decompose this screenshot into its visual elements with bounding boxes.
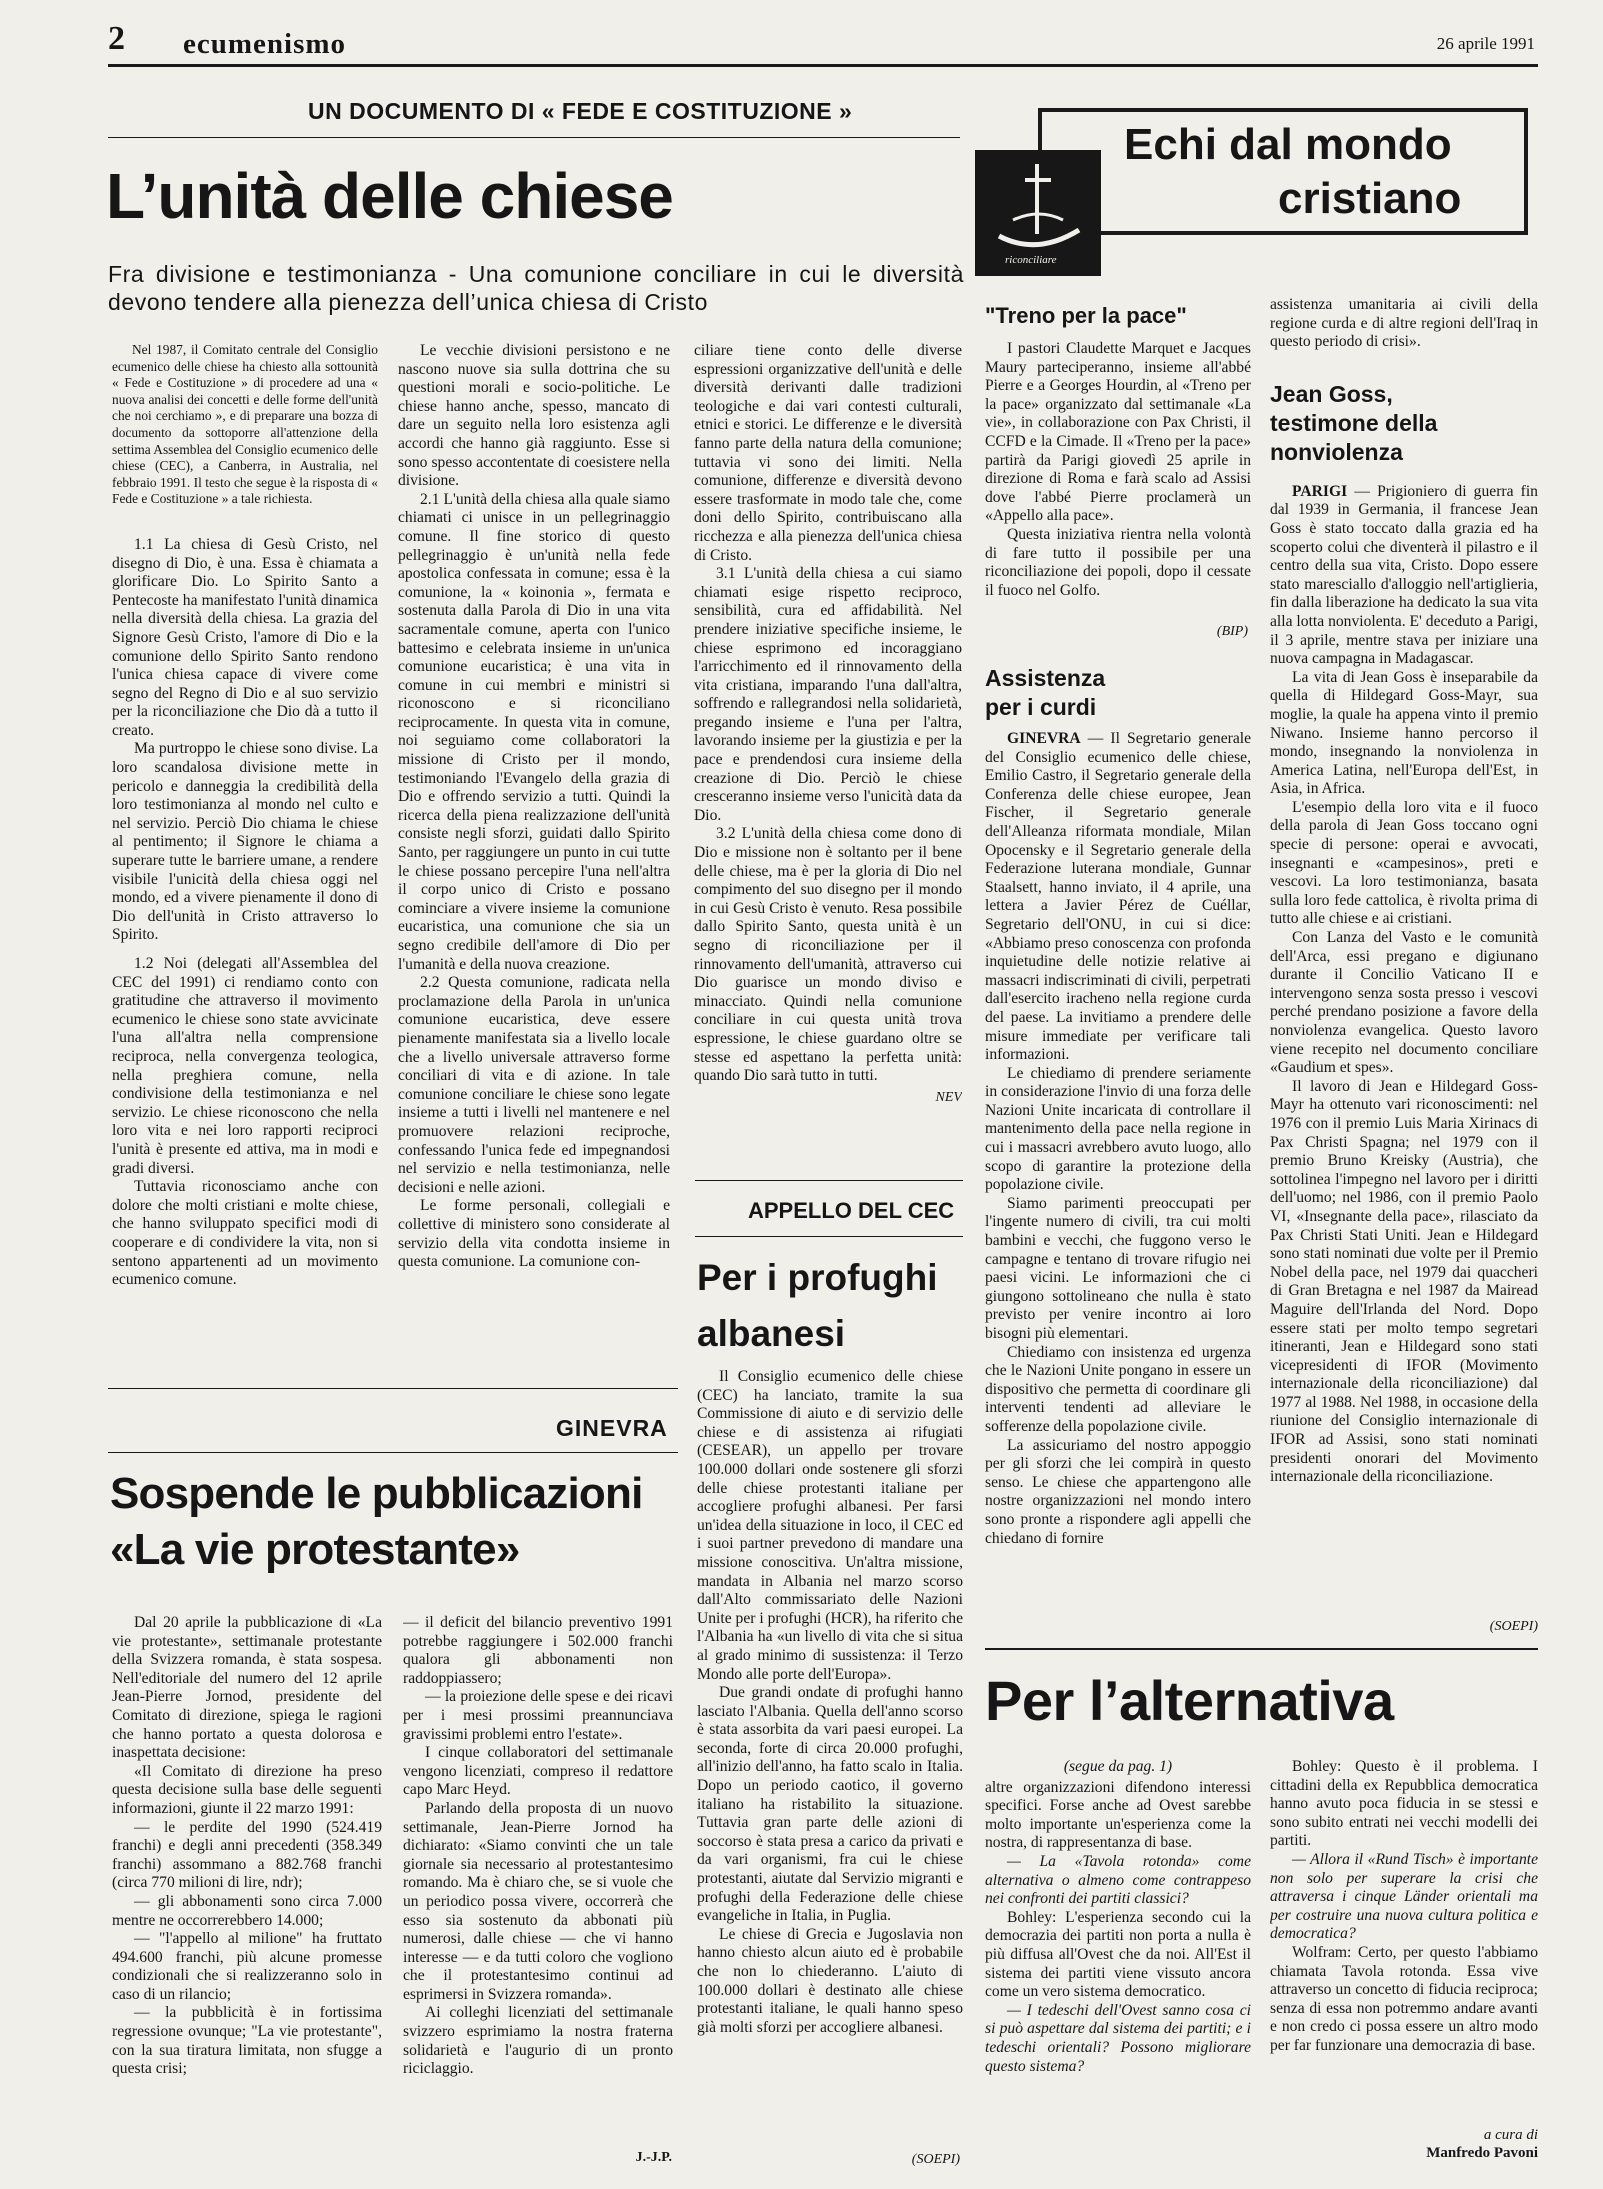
masthead-rule [108,64,1538,67]
ginevra-column-2 [403,1614,673,2149]
alternativa-headline: Per l’alternativa [985,1669,1394,1732]
treno-text: I pastori Claudette Marquet e Jacques Maury parteciperanno, insieme all'abbé Pierre e a Georges Hourdin, al «Treno per la pace» organizzato dal settimanale «La vie», in collaborazione con Pax Christi, il CCFD e la Cimade. Il «Treno per la pace» partirà da Parigi giovedì 25 aprile in direzione di Roma e farà scalo ad Assisi dove l'abbé Pierre proclamerà un «Appello alla pace». Questa iniziativa rientra nella volontà di fare tutto il possibile per una riconciliazione dei popoli, dopo il cessate il fuoco nel Golfo. [985,340,1251,599]
albanesi-headline-line-2: albanesi [697,1313,846,1354]
main-headline: L’unità delle chiese [106,160,673,232]
main-bottom-rule [108,1388,678,1389]
treno-column [985,340,1251,650]
goss-headline-line-1: Jean Goss, [1270,380,1393,407]
page-number: 2 [108,20,125,57]
echi-box-rule-right [1524,108,1528,235]
assistenza-text: GINEVRA — Il Segretario generale del Consiglio ecumenico delle chiese, Emilio Castro, il Segretario generale della Conferenza delle chiese europee, Jean Fischer, il Segretario generale dell'Alleanza riformata mondiale, Milan Opocensky e il Segretario generale della Federazione luterana mondiale, Gunnar Staalsett, hanno inviato, il 4 aprile, una lettera a Javier Pérez de Cuéllar, Segretario dell'ONU, in cui si dice: «Abbiamo preso conoscenza con profonda inquietudine delle notizie relative ai massacri indiscriminati di civili, perpetrati dall'esercito iracheno nella regione curda del paese. La invitiamo a prendere delle misure immediate per verificare tali informazioni. Le chiediamo di prendere seriamente in considerazione l'invio di una forza delle Nazioni Unite incaricata di controllare il mantenimento della pace nella regione in cui i massacri avrebbero avuto luogo, allo scopo di garantire la protezione della popolazione civile. Siamo parimenti preoccupati per l'ingente numero di civili, tra cui molti bambini e vecchi, che fuggono verso le campagne e tentano di trovare rifugio nei paesi vicini. Le informazioni che ci giungono sottolineano che nulla è stato previsto per venire incontro ai loro bisogni più elementari. Chiediamo con insistenza ed urgenza che le Nazioni Unite pongano in essere un dispositivo che permetta di coordinare gli interventi tendenti ad alleviare le sofferenze della popolazione civile. La assicuriamo del nostro appoggio per gli sforzi che lei compirà in questo senso. Le chiese che appartengono alle nostre organizzazioni nel mondo intero sono pronte a rispondere agli appelli che chiedano di fornire [985,730,1251,1547]
alternativa-column-1 [985,1758,1251,2170]
interview-paragraph: Wolfram: Certo, per questo l'abbiamo chiamata Tavola rotonda. Essa vive attraverso un concetto di fiducia reciproca; senza di essa non potremmo andare avanti e non credo ci possa essere un altro modo per far funzionare una democrazia di base. [1270,1943,1538,2054]
main-signature: NEV [935,1089,962,1105]
main-col2-text: Le vecchie divisioni persistono e ne nascono nuove sia sulla dottrina che su questioni morali e socio-politiche. Le chiese hanno anche, spesso, mancato di dare un seguito nella loro esistenza agli accordi che hanno già raggiunto. Esse si sono spesso accontentate di coesistere nella divisione. 2.1 L'unità della chiesa alla quale siamo chiamati ci unisce in un pellegrinaggio comune. Il fine storico di questo pellegrinaggio è un'unità nella fede apostolica confessata in comune; essa è la comunione, la « koinonia », fermata e sostenuta dalla Parola di Dio in una vita sacramentale comune, aperta con l'unico battesimo e celebrata insieme in un'unica comunione eucaristica; è una vita in comune in cui membri e ministri si riconoscono e si riconciliano reciprocamente. In questa vita in comune, noi seguiamo come collaboratori la missione di Cristo per il mondo, testimoniando l'Evangelo della grazia di Dio e offrendo servizio a tutti. Quindi la ricerca della piena realizzazione dell'unità consiste negli sforzi, guidati dallo Spirito Santo, per raggiungere un punto in cui tutte le chiese possano percepire l'una nell'altra il corpo unico di Cristo e possano cominciare a vivere insieme la comunione eucaristica, una comunione che sia un segno credibile dell'amore di Dio per l'umanità e della nuova creazione. 2.2 Questa comunione, radicata nella proclamazione della Parola in un'unica comunione eucaristica, deve essere pienamente manifestata sia a livello locale che a livello universale attraverso forme conciliari di vita e di azione. In tale comunione conciliare le chiese sono legate insieme a tutti i livelli nel mantenere e nel promuovere relazioni reciproche, confessando l'unica fede ed impegnandosi nel servizio e nella testimonianza, nelle decisioni e nelle azioni. Le forme personali, collegiali e collettive di ministero sono considerate al servizio della vita condotta insieme in questa comunione. La comunione con- [398,342,670,1271]
assistenza-headline-line-1: Assistenza [985,665,1106,691]
issue-date: 26 aprile 1991 [1436,34,1535,53]
main-kicker-rule [108,137,960,138]
ginevra-column-1 [112,1614,382,2174]
ginevra-headline-line-1: Sospende le pubblicazioni [110,1469,643,1518]
goss-headline [1270,380,1538,467]
alternativa-continued: (segue da pag. 1) [1063,1758,1173,1775]
main-column-3 [694,342,962,1172]
alternativa-top-rule [985,1648,1538,1650]
goss-text: PARIGI — Prigioniero di guerra fin dal 1939 in Germania, il francese Jean Goss è stato toccato dalla grazia ed ha scoperto colui che diventerà il pilastro e il centro della sua vita, Cristo. Dopo essere stato maresciallo d'alloggio nell'artiglieria, fin dalla liberazione ha dedicato la sua vita alla lotta nonviolenta. E' deceduto a Parigi, il 3 aprile, mentre stava per iniziare una nuova campagna in Madagascar. La vita di Jean Goss è inseparabile da quella di Hildegard Goss-Mayr, sua moglie, la quale ha appena vinto il premio Niwano. Insieme hanno percorso il mondo, insegnando la nonviolenza in America Latina, nell'Europa dell'Est, in Asia, in Africa. L'esempio della loro vita e il fuoco della parola di Jean Goss toccano ogni specie di persone: operai e avvocati, insegnanti e «campesinos», preti e vescovi. La loro testimonianza, basata sulla loro fede cattolica, è rivolta prima di tutto alle chiese e ai cristiani. Con Lanza del Vasto e le comunità dell'Arca, essi pregano e digiunano durante il Concilio Vaticano II e intervengono senza sosta presso i vescovi perché prendano posizione a favore della nonviolenza evangelica. Questo lavoro viene recepito nel documento conciliare «Gaudium et spes». Il lavoro di Jean e Hildegard Goss-Mayr ha ottenuto vari riconoscimenti: nel 1976 con il premio Luis Maria Xirinacs di Pax Christi Spagna; nel 1979 con il premio Bruno Kreisky (Austria), che sottolinea l'impegno nel lavoro per i diritti dell'uomo; nel 1986, con il premio Paolo VI, «Insegnante della pace», rilasciato da Pax Christi Stati Uniti. Jean e Hildegard sono stati nominati due volte per il Premio Nobel della pace, nel 1979 dai quaccheri di Gran Bretagna e nel 1987 da Mairead Maguire dell'Irlanda del Nord. Dopo essere stati per molto tempo segretari itineranti, Jean e Hildegard sono stati vicepresidenti di IFOR (Movimento internazionale della riconciliazione) dal 1977 al 1988. Nel 1988, in occasione della riunione del Consiglio internazionale di IFOR ad Assisi, sono stati nominati presidenti onorari del Movimento internazionale della riconciliazione. [1270,482,1538,1486]
interview-paragraph: altre organizzazioni difendono interessi specifici. Forse anche ad Ovest sarebbe molto importante un'esperienza come la nostra, di rappresentanza di base. [985,1778,1251,1852]
ginevra-kicker: GINEVRA [556,1415,668,1441]
treno-signature: (BIP) [1216,624,1248,639]
albanesi-kicker-rule [695,1236,963,1237]
section-title: ecumenismo [183,28,347,60]
main-intro: Nel 1987, il Comitato centrale del Consiglio ecumenico delle chiese ha chiesto alla sottounità « Fede e Costituzione » di procedere ad una « nuova analisi dei concetti e delle forme dell'unità che noi cerchiamo », e di preparare una bozza di documento da sottoporre all'attenzione della settima Assemblea del Consiglio ecumenico delle chiese (CEC), a Canberra, in Australia, nel febbraio 1991. Il testo che segue è la risposta di « Fede e Costituzione » a tale richiesta. [112,342,378,507]
main-subheadline: Fra divisione e testimonianza - Una comunione conciliare in cui le diversità devono tendere alla pienezza dell’unica chiesa di Cristo [108,261,964,315]
alternativa-col2-text [1270,1758,1538,2056]
albanesi-text: Il Consiglio ecumenico delle chiese (CEC) ha lanciato, tramite la sua Commissione di aiuto e di servizio delle chiese e di assistenza ai rifugiati (CESEAR), un appello per trovare 100.000 dollari onde sostenere gli sforzi delle chiese protestanti italiane per accogliere profughi albanesi. Per farsi un'idea della situazione in loco, il CEC ed i suoi partner prevedono di mandare una missione conoscitiva. Un'altra missione, mandata in Albania nel marzo scorso dall'Alto commissariato delle Nazioni Unite per i profughi (HCR), ha riferito che l'Albania ha «un livello di vita che si situa al grado minimo di sussistenza: il Terzo Mondo alle porte dell'Europa». Due grandi ondate di profughi hanno lasciato l'Albania. Quella dell'anno scorso è stata assorbita da vari paesi europei. La seconda, forte di circa 20.000 profughi, all'inizio dell'anno, ha fatto scalo in Italia. Dopo un periodo caotico, il governo italiano ha ristabilito la situazione. Tuttavia gran parte delle azioni di soccorso è stata presa a carico da privati e da vari organismi, fra cui le chiese protestanti, aiutate dal Servizio migranti e profughi della Federazione delle chiese evangeliche in Italia, in Puglia. Le chiese di Grecia e Jugoslavia non hanno chiesto alcun aiuto ed è probabile che non lo chiederanno. L'aiuto di 100.000 dollari è destinato alle chiese protestanti italiane, le quali hanno speso già molti sforzi per accogliere albanesi. [697,1368,963,2036]
interview-paragraph: — Allora il «Rund Tisch» è importante non solo per superare la crisi che attraversa i cinque Länder orientali ma per costruire una nuova cultura politica e democratica? [1270,1850,1538,1943]
echi-box-rule-bottom [1100,231,1528,235]
assistenza-column [985,730,1251,1642]
interview-paragraph: Bohley: L'esperienza secondo cui la democrazia dei partiti non porta a nulla è più diffusa all'Ovest che da noi. All'Est il sistema dei partiti viene vissuto ancora come un vero sistema democratico. [985,1908,1251,2001]
ginevra-kicker-rule [108,1452,678,1453]
interview-paragraph: — La «Tavola rotonda» come alternativa o almeno come contrappeso nei confronti dei partiti classici? [985,1852,1251,1908]
ginevra-col1-text: Dal 20 aprile la pubblicazione di «La vie protestante», settimanale protestante della Svizzera romanda, è stata sospesa. Nell'editoriale del numero del 12 aprile Jean-Pierre Jornod, presidente del Comitato di direzione, spiega le ragioni che hanno portato a questa dolorosa e inaspettata decisione: «Il Comitato di direzione ha preso questa decisione sulla base delle seguenti informazioni, giunte il 22 marzo 1991: — le perdite del 1990 (524.419 franchi) e degli anni precedenti (358.349 franchi) assommano a 882.768 franchi (circa 770 milioni di lire, ndr); — gli abbonamenti sono circa 7.000 mentre ne occorrerebbero 14.000; — "l'appello al milione" ha fruttato 494.600 franchi, più alcune promesse condizionali che si realizzeranno solo in caso di un rilancio; — la pubblicità è in fortissima regressione ovunque; "La vie protestante", con la sua tiratura limitata, non sfugge a questa crisi; [112,1614,382,2078]
alternativa-credit-line-1: a cura di [1483,2127,1538,2143]
ginevra-headline-line-2: «La vie protestante» [110,1525,520,1574]
albanesi-kicker: APPELLO DEL CEC [748,1198,955,1223]
main-column-1 [112,342,378,1382]
main-column-2 [398,342,670,1382]
goss-signature: (SOEPI) [1489,1619,1538,1634]
main-kicker: UN DOCUMENTO DI « FEDE E COSTITUZIONE » [308,98,853,124]
echi-logo [975,150,1101,276]
main-col1-text: 1.1 La chiesa di Gesù Cristo, nel disegno di Dio, è una. Essa è chiamata a glorificare Dio. Lo Spirito Santo a Pentecoste ha manifestato l'unità dinamica nella diversità della chiesa. La grazia del Signore Gesù Cristo, l'amore di Dio e la comunione dello Spirito Santo rendono l'unica chiesa capace di vivere come segno del Regno di Dio e al suo servizio per la riconciliazione che Dio dà a tutto il creato. Ma purtroppo le chiese sono divise. La loro scandalosa divisione mette in pericolo e danneggia la credibilità della loro testimonianza al mondo nel culto e nel servizio. Perciò Dio chiama le chiese al pentimento; il Signore le chiama a superare tutte le barriere umane, a rendere visibile l'unicità della chiesa oggi nel mondo, ed a vivere pienamente il dono di Dio dell'unità in Cristo attraverso lo Spirito. 1.2 Noi (delegati all'Assemblea del CEC del 1991) ci rendiamo conto con gratitudine che attraverso il movimento ecumenico le chiese sono state avvicinate l'una all'altra nella comprensione reciproca, nella convergenza teologica, nella preghiera comune, nella condivisione della testimonianza e nel servizio. Le chiese riconoscono che nella loro vita e nei loro rapporti reciproci l'unità è presente ed attiva, ma in modi e gradi diversi. Tuttavia riconosciamo anche con dolore che molti cristiani e molte chiese, che hanno sviluppato specifici modi di cooperare e di condividere la vita, non si sentono appartenenti ad un movimento ecumenico comune. [112,535,378,1289]
goss-column [1270,296,1538,1642]
ginevra-signature: J.-J.P. [635,2150,672,2165]
albanesi-signature: (SOEPI) [911,2152,960,2167]
goss-top-text: assistenza umanitaria ai civili della regione curda e di altre regioni dell'Iraq in questo periodo di crisi». [1270,296,1538,351]
albanesi-headline-line-1: Per i profughi [697,1257,938,1298]
echi-box-rule-left [1038,108,1042,150]
main-col3-text: ciliare tiene conto delle diverse espressioni organizzative dell'unità e delle diversità derivanti dalle tradizioni teologiche e dai vari contesti culturali, etnici e storici. Le differenze e le diversità fanno parte della natura della comunione; tuttavia vi sono dei limiti. Nella comunione, differenze e diversità devono essere trasformate in modo tale che, come doni dello Spirito, contribuiscano alla ricchezza e alla pienezza dell'unica chiesa di Cristo. 3.1 L'unità della chiesa a cui siamo chiamati esige rispetto reciproco, sensibilità, cura ed affidabilità. Nel prendere iniziative specifiche insieme, le chiese esprimono ed incoraggiano l'arricchimento ed il rinnovamento della vita cristiana, imparando l'una dall'altra, soffrendo e rallegrandosi nella solidarietà, pregando insieme e l'una per l'altra, lavorando insieme per la giustizia e per la pace e prendendosi cura insieme della creazione di Dio. Perciò le chiese cresceranno insieme verso l'unicità data da Dio. 3.2 L'unità della chiesa come dono di Dio e missione non è soltanto per il bene delle chiese, ma è per la gloria di Dio nel compimento del suo disegno per il mondo in cui Gesù Cristo è venuto. Resa possibile dallo Spirito Santo, questa unità è un segno di riconciliazione per il rinnovamento dell'umanità, attraverso cui Dio guarisce un mondo diviso e minacciato. Quindi nella comunione conciliare in cui questa unità trova espressione, le chiese guardano oltre se stesse ed aspettano la perfetta unità: quando Dio sarà tutto in tutti. [694,342,962,1085]
echi-title-line-1: Echi dal mondo [1124,120,1452,169]
albanesi-column [697,1368,963,2148]
alternativa-col1-text [985,1779,1251,2077]
alternativa-credit [1300,2126,1538,2162]
assistenza-dateline: GINEVRA [1007,730,1081,747]
assistenza-headline-line-2: per i curdi [985,694,1097,720]
alternativa-credit-line-2: Manfredo Pavoni [1426,2145,1538,2161]
alternativa-column-2 [1270,1758,1538,2138]
ginevra-col2-text: — il deficit del bilancio preventivo 1991 potrebbe raggiungere i 502.000 franchi qualora gli abbonamenti non raddoppiassero; — la proiezione delle spese e dei ricavi per i mesi prossimi preannunciava gravissimi problemi entro l'estate». I cinque collaboratori del settimanale vengono licenziati, compreso il redattore capo Marc Heyd. Parlando della proposta di un nuovo settimanale, Jean-Pierre Jornod ha dichiarato: «Siamo convinti che un tale giornale sia necessario al protestantesimo romando. Ma è chiaro che, se si vuole che un periodico possa vivere, occorrerà che esso sia sostenuto da abbonati più numerosi, dalle chiese — che vi hanno interesse — e da tutti coloro che vogliono che il protestantesimo continui ad esprimersi in Svizzera romanda». Ai colleghi licenziati del settimanale svizzero esprimiamo la nostra fraterna solidarietà e l'augurio di un pronto riciclaggio. [403,1614,673,2078]
echi-logo-caption: riconciliare [1005,254,1057,266]
interview-paragraph: Bohley: Questo è il problema. I cittadini della ex Repubblica democratica hanno avuto poca fiducia in se stessi e sono subito entrati nei vecchi modelli dei partiti. [1270,1758,1538,1850]
goss-dateline: PARIGI [1292,482,1348,500]
albanesi-top-rule [695,1180,963,1181]
interview-paragraph: — I tedeschi dell'Ovest sanno cosa ci si può aspettare dal sistema dei partiti; e i tedeschi orientali? Possono migliorare questo sistema? [985,2001,1251,2075]
treno-headline: "Treno per la pace" [985,303,1187,328]
goss-headline-line-3: nonviolenza [1270,438,1403,465]
echi-title-line-2: cristiano [1278,174,1462,223]
goss-headline-line-2: testimone della [1270,409,1438,436]
echi-box-rule-top [1038,108,1528,112]
